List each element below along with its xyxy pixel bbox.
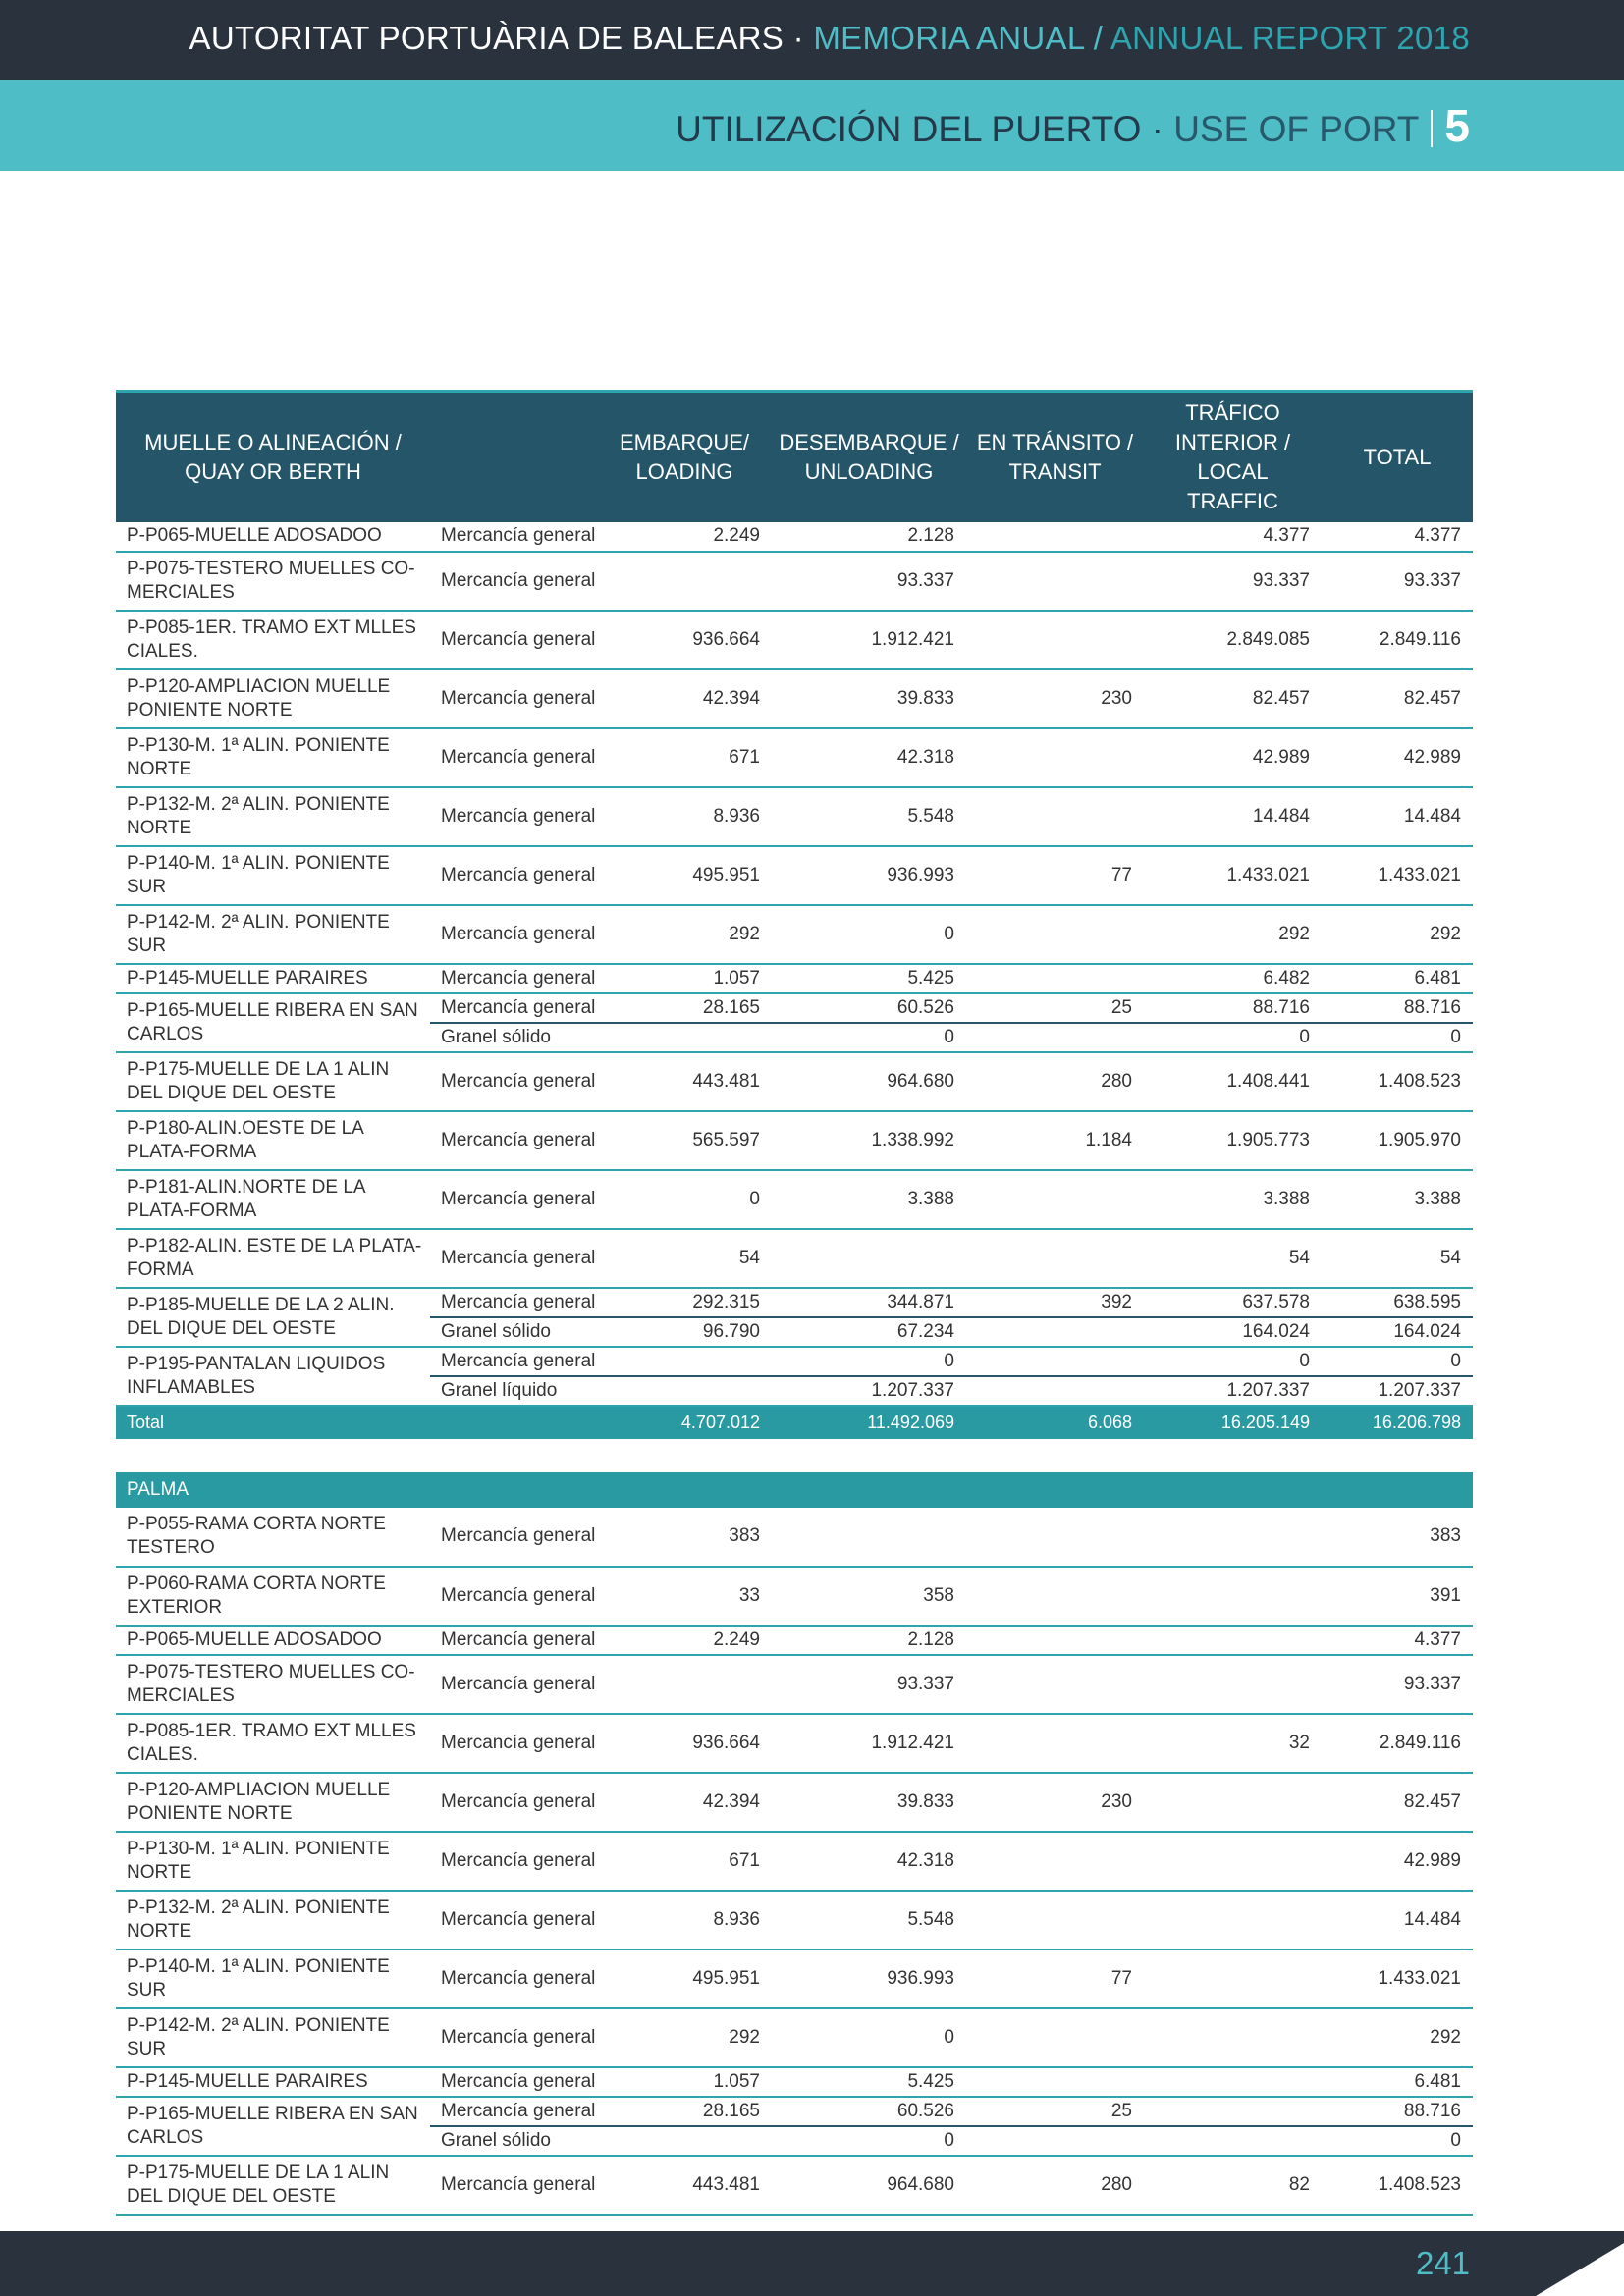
unloading-cell: 39.833 <box>772 669 966 728</box>
total-cell: 2.849.116 <box>1322 611 1473 669</box>
total-cell: 14.484 <box>1322 787 1473 846</box>
loading-cell: 42.394 <box>597 1773 772 1832</box>
total-label: Total <box>116 1406 430 1439</box>
table-row <box>116 2067 1473 2097</box>
transit-cell <box>966 1229 1144 1288</box>
berth-name-cell: P-P181-ALIN.NORTE DE LA PLATA-FORMA <box>116 1170 430 1229</box>
unloading-cell: 5.548 <box>772 1891 966 1949</box>
berth-name-cell: P-P185-MUELLE DE LA 2 ALIN. DEL DIQUE DEL OESTE <box>116 1288 430 1347</box>
berth-name-cell: P-P140-M. 1ª ALIN. PONIENTE SUR <box>116 846 430 905</box>
table-row <box>116 993 1473 1023</box>
section-title-en: USE OF PORT <box>1173 109 1420 149</box>
local-cell: 292 <box>1144 905 1322 964</box>
berth-name-cell: P-P132-M. 2ª ALIN. PONIENTE NORTE <box>116 1891 430 1949</box>
local-cell <box>1144 1773 1322 1832</box>
transit-cell: 1.184 <box>966 1111 1144 1170</box>
unloading-cell: 1.338.992 <box>772 1111 966 1170</box>
local-cell <box>1144 1508 1322 1567</box>
berth-name-cell: P-P130-M. 1ª ALIN. PONIENTE NORTE <box>116 1832 430 1891</box>
transit-cell <box>966 1347 1144 1376</box>
total-cell: 1.905.970 <box>1322 1111 1473 1170</box>
berth-name-cell: P-P142-M. 2ª ALIN. PONIENTE SUR <box>116 905 430 964</box>
transit-cell: 280 <box>966 2156 1144 2215</box>
berth-name-cell: P-P055-RAMA CORTA NORTE TESTERO <box>116 1508 430 1567</box>
table-row <box>116 669 1473 728</box>
transit-cell <box>966 522 1144 552</box>
table-row <box>116 787 1473 846</box>
cargo-type-cell: Mercancía general <box>430 1567 597 1626</box>
total-cell: 42.989 <box>1322 728 1473 787</box>
berth-name-cell: P-P065-MUELLE ADOSADOO <box>116 522 430 552</box>
unloading-cell: 964.680 <box>772 2156 966 2215</box>
unloading-cell: 60.526 <box>772 2097 966 2126</box>
total-cell: 0 <box>1322 1347 1473 1376</box>
loading-cell: 495.951 <box>597 1949 772 2008</box>
transit-cell <box>966 728 1144 787</box>
loading-cell <box>597 1376 772 1406</box>
table-row <box>116 522 1473 552</box>
section-gap-cell <box>116 1439 1473 1472</box>
total-cell: 0 <box>1322 1023 1473 1052</box>
table-row <box>116 846 1473 905</box>
total-cell: 6.481 <box>1322 964 1473 993</box>
loading-cell: 671 <box>597 728 772 787</box>
table-row <box>116 728 1473 787</box>
title-separator: · <box>784 20 814 56</box>
loading-cell: 96.790 <box>597 1317 772 1347</box>
transit-cell <box>966 2067 1144 2097</box>
local-cell: 82 <box>1144 2156 1322 2215</box>
col-header-local-traffic: TRÁFICO INTERIOR / LOCAL TRAFFIC <box>1144 392 1322 522</box>
loading-cell: 443.481 <box>597 2156 772 2215</box>
cargo-type-cell: Mercancía general <box>430 1288 597 1317</box>
cargo-type-cell: Mercancía general <box>430 2008 597 2067</box>
table-row <box>116 2097 1473 2126</box>
transit-cell <box>966 1376 1144 1406</box>
table-row <box>116 1626 1473 1655</box>
unloading-cell <box>772 1508 966 1567</box>
loading-cell: 936.664 <box>597 1714 772 1773</box>
transit-cell: 230 <box>966 669 1144 728</box>
port-usage-table <box>116 390 1473 2216</box>
total-cell: 88.716 <box>1322 993 1473 1023</box>
unloading-cell: 964.680 <box>772 1052 966 1111</box>
loading-cell: 2.249 <box>597 1626 772 1655</box>
org-name: AUTORITAT PORTUÀRIA DE BALEARS <box>189 20 785 56</box>
total-loading-cell: 4.707.012 <box>597 1406 772 1439</box>
transit-cell <box>966 964 1144 993</box>
cargo-type-cell: Mercancía general <box>430 1714 597 1773</box>
total-cell: 1.408.523 <box>1322 1052 1473 1111</box>
section-title-palma: PALMA <box>116 1472 1473 1508</box>
berth-name-cell: P-P075-TESTERO MUELLES CO-MERCIALES <box>116 552 430 611</box>
local-cell <box>1144 2097 1322 2126</box>
loading-cell: 54 <box>597 1229 772 1288</box>
section-banner <box>0 80 1624 171</box>
loading-cell <box>597 2126 772 2156</box>
table-body <box>116 522 1473 2215</box>
total-cell: 54 <box>1322 1229 1473 1288</box>
cargo-type-cell: Mercancía general <box>430 1170 597 1229</box>
transit-cell <box>966 1891 1144 1949</box>
local-cell: 3.388 <box>1144 1170 1322 1229</box>
loading-cell <box>597 1023 772 1052</box>
transit-cell <box>966 2008 1144 2067</box>
loading-cell <box>597 1347 772 1376</box>
port-usage-table-container <box>116 390 1473 2216</box>
berth-name-cell: P-P130-M. 1ª ALIN. PONIENTE NORTE <box>116 728 430 787</box>
loading-cell: 292.315 <box>597 1288 772 1317</box>
transit-cell: 77 <box>966 1949 1144 2008</box>
cargo-type-cell: Mercancía general <box>430 1347 597 1376</box>
table-row <box>116 905 1473 964</box>
berth-name-cell: P-P175-MUELLE DE LA 1 ALIN DEL DIQUE DEL OESTE <box>116 2156 430 2215</box>
total-total-cell: 16.206.798 <box>1322 1406 1473 1439</box>
berth-name-cell: P-P085-1ER. TRAMO EXT MLLES CIALES. <box>116 1714 430 1773</box>
total-cargo-cell <box>430 1406 597 1439</box>
local-cell <box>1144 1655 1322 1714</box>
transit-cell <box>966 1714 1144 1773</box>
report-title-es: MEMORIA ANUAL <box>813 20 1085 56</box>
transit-cell <box>966 1508 1144 1567</box>
unloading-cell: 42.318 <box>772 728 966 787</box>
loading-cell: 565.597 <box>597 1111 772 1170</box>
loading-cell: 0 <box>597 1170 772 1229</box>
local-cell: 637.578 <box>1144 1288 1322 1317</box>
total-cell: 1.433.021 <box>1322 846 1473 905</box>
transit-cell <box>966 1170 1144 1229</box>
table-row <box>116 1773 1473 1832</box>
berth-name-cell: P-P132-M. 2ª ALIN. PONIENTE NORTE <box>116 787 430 846</box>
berth-name-cell: P-P085-1ER. TRAMO EXT MLLES CIALES. <box>116 611 430 669</box>
total-cell: 1.433.021 <box>1322 1949 1473 2008</box>
total-local-cell: 16.205.149 <box>1144 1406 1322 1439</box>
table-row <box>116 1111 1473 1170</box>
unloading-cell: 0 <box>772 1023 966 1052</box>
transit-cell: 25 <box>966 993 1144 1023</box>
table-row <box>116 552 1473 611</box>
unloading-cell: 0 <box>772 2126 966 2156</box>
unloading-cell: 344.871 <box>772 1288 966 1317</box>
transit-cell <box>966 1626 1144 1655</box>
local-cell <box>1144 1832 1322 1891</box>
total-cell: 93.337 <box>1322 1655 1473 1714</box>
cargo-type-cell: Mercancía general <box>430 2097 597 2126</box>
berth-name-cell: P-P182-ALIN. ESTE DE LA PLATA-FORMA <box>116 1229 430 1288</box>
loading-cell: 671 <box>597 1832 772 1891</box>
local-cell: 0 <box>1144 1023 1322 1052</box>
section-title-es: UTILIZACIÓN DEL PUERTO <box>676 109 1142 149</box>
cargo-type-cell: Granel sólido <box>430 2126 597 2156</box>
footer-bar <box>0 2231 1624 2296</box>
col-header-cargo <box>430 392 597 522</box>
total-cell: 292 <box>1322 905 1473 964</box>
cargo-type-cell: Mercancía general <box>430 1508 597 1567</box>
table-row <box>116 1891 1473 1949</box>
loading-cell: 28.165 <box>597 993 772 1023</box>
table-row <box>116 1052 1473 1111</box>
transit-cell: 392 <box>966 1288 1144 1317</box>
unloading-cell: 42.318 <box>772 1832 966 1891</box>
loading-cell: 292 <box>597 905 772 964</box>
local-cell: 6.482 <box>1144 964 1322 993</box>
section-gap <box>116 1439 1473 1472</box>
corner-stripe-graphic <box>1496 2231 1624 2296</box>
unloading-cell: 60.526 <box>772 993 966 1023</box>
unloading-cell: 1.912.421 <box>772 1714 966 1773</box>
table-row <box>116 1229 1473 1288</box>
unloading-cell: 5.425 <box>772 964 966 993</box>
loading-cell: 8.936 <box>597 1891 772 1949</box>
total-cell: 292 <box>1322 2008 1473 2067</box>
col-header-berth: MUELLE O ALINEACIÓN / QUAY OR BERTH <box>116 392 430 522</box>
total-cell: 42.989 <box>1322 1832 1473 1891</box>
berth-name-cell: P-P165-MUELLE RIBERA EN SAN CARLOS <box>116 993 430 1052</box>
loading-cell: 936.664 <box>597 611 772 669</box>
unloading-cell: 5.548 <box>772 787 966 846</box>
loading-cell: 292 <box>597 2008 772 2067</box>
transit-cell <box>966 611 1144 669</box>
total-row <box>116 1406 1473 1439</box>
cargo-type-cell: Mercancía general <box>430 1773 597 1832</box>
local-cell: 4.377 <box>1144 522 1322 552</box>
section-dot: · <box>1141 109 1174 149</box>
berth-name-cell: P-P140-M. 1ª ALIN. PONIENTE SUR <box>116 1949 430 2008</box>
berth-name-cell: P-P142-M. 2ª ALIN. PONIENTE SUR <box>116 2008 430 2067</box>
loading-cell <box>597 552 772 611</box>
local-cell <box>1144 1949 1322 2008</box>
col-header-total: TOTAL <box>1322 392 1473 522</box>
col-header-transit: EN TRÁNSITO / TRANSIT <box>966 392 1144 522</box>
local-cell: 1.408.441 <box>1144 1052 1322 1111</box>
top-banner <box>0 0 1624 80</box>
cargo-type-cell: Mercancía general <box>430 905 597 964</box>
loading-cell: 383 <box>597 1508 772 1567</box>
cargo-type-cell: Mercancía general <box>430 1626 597 1655</box>
local-cell <box>1144 1891 1322 1949</box>
cargo-type-cell: Mercancía general <box>430 2156 597 2215</box>
cargo-type-cell: Mercancía general <box>430 2067 597 2097</box>
unloading-cell: 93.337 <box>772 1655 966 1714</box>
loading-cell: 1.057 <box>597 2067 772 2097</box>
total-cell: 1.207.337 <box>1322 1376 1473 1406</box>
unloading-cell: 2.128 <box>772 522 966 552</box>
table-row <box>116 611 1473 669</box>
cargo-type-cell: Mercancía general <box>430 552 597 611</box>
unloading-cell: 936.993 <box>772 846 966 905</box>
berth-name-cell: P-P175-MUELLE DE LA 1 ALIN DEL DIQUE DEL OESTE <box>116 1052 430 1111</box>
berth-name-cell: P-P065-MUELLE ADOSADOO <box>116 1626 430 1655</box>
unloading-cell: 5.425 <box>772 2067 966 2097</box>
cargo-type-cell: Mercancía general <box>430 1229 597 1288</box>
local-cell: 1.433.021 <box>1144 846 1322 905</box>
cargo-type-cell: Granel sólido <box>430 1317 597 1347</box>
section-divider <box>1431 110 1433 147</box>
total-cell: 4.377 <box>1322 1626 1473 1655</box>
unloading-cell: 2.128 <box>772 1626 966 1655</box>
cargo-type-cell: Granel sólido <box>430 1023 597 1052</box>
local-cell: 2.849.085 <box>1144 611 1322 669</box>
cargo-type-cell: Mercancía general <box>430 1111 597 1170</box>
unloading-cell: 3.388 <box>772 1170 966 1229</box>
cargo-type-cell: Granel líquido <box>430 1376 597 1406</box>
unloading-cell: 936.993 <box>772 1949 966 2008</box>
cargo-type-cell: Mercancía general <box>430 964 597 993</box>
unloading-cell: 1.912.421 <box>772 611 966 669</box>
table-header-row <box>116 392 1473 522</box>
total-cell: 82.457 <box>1322 669 1473 728</box>
transit-cell <box>966 1655 1144 1714</box>
unloading-cell: 358 <box>772 1567 966 1626</box>
local-cell: 54 <box>1144 1229 1322 1288</box>
total-unloading-cell: 11.492.069 <box>772 1406 966 1439</box>
local-cell: 14.484 <box>1144 787 1322 846</box>
total-cell: 93.337 <box>1322 552 1473 611</box>
total-cell: 6.481 <box>1322 2067 1473 2097</box>
total-cell: 4.377 <box>1322 522 1473 552</box>
total-cell: 2.849.116 <box>1322 1714 1473 1773</box>
local-cell: 82.457 <box>1144 669 1322 728</box>
total-cell: 164.024 <box>1322 1317 1473 1347</box>
unloading-cell: 39.833 <box>772 1773 966 1832</box>
section-header-row <box>116 1472 1473 1508</box>
cargo-type-cell: Mercancía general <box>430 1891 597 1949</box>
local-cell <box>1144 2067 1322 2097</box>
page-number: 241 <box>1415 2245 1470 2281</box>
local-cell: 42.989 <box>1144 728 1322 787</box>
transit-cell: 77 <box>966 846 1144 905</box>
table-row <box>116 1508 1473 1567</box>
cargo-type-cell: Mercancía general <box>430 669 597 728</box>
total-cell: 88.716 <box>1322 2097 1473 2126</box>
transit-cell <box>966 1317 1144 1347</box>
transit-cell <box>966 787 1144 846</box>
total-cell: 1.408.523 <box>1322 2156 1473 2215</box>
local-cell: 32 <box>1144 1714 1322 1773</box>
cargo-type-cell: Mercancía general <box>430 1832 597 1891</box>
table-row <box>116 1567 1473 1626</box>
local-cell: 1.207.337 <box>1144 1376 1322 1406</box>
transit-cell: 25 <box>966 2097 1144 2126</box>
berth-name-cell: P-P180-ALIN.OESTE DE LA PLATA-FORMA <box>116 1111 430 1170</box>
loading-cell <box>597 1655 772 1714</box>
unloading-cell: 0 <box>772 905 966 964</box>
table-row <box>116 1170 1473 1229</box>
total-transit-cell: 6.068 <box>966 1406 1144 1439</box>
loading-cell: 443.481 <box>597 1052 772 1111</box>
transit-cell <box>966 1567 1144 1626</box>
berth-name-cell: P-P120-AMPLIACION MUELLE PONIENTE NORTE <box>116 669 430 728</box>
cargo-type-cell: Mercancía general <box>430 522 597 552</box>
table-row <box>116 964 1473 993</box>
section-title <box>676 102 1470 153</box>
unloading-cell: 0 <box>772 1347 966 1376</box>
title-slash: / <box>1084 20 1110 56</box>
total-cell: 383 <box>1322 1508 1473 1567</box>
unloading-cell: 0 <box>772 2008 966 2067</box>
unloading-cell <box>772 1229 966 1288</box>
unloading-cell: 1.207.337 <box>772 1376 966 1406</box>
berth-name-cell: P-P145-MUELLE PARAIRES <box>116 964 430 993</box>
unloading-cell: 93.337 <box>772 552 966 611</box>
berth-name-cell: P-P165-MUELLE RIBERA EN SAN CARLOS <box>116 2097 430 2156</box>
total-cell: 14.484 <box>1322 1891 1473 1949</box>
berth-name-cell: P-P075-TESTERO MUELLES CO-MERCIALES <box>116 1655 430 1714</box>
local-cell: 164.024 <box>1144 1317 1322 1347</box>
table-row <box>116 1949 1473 2008</box>
local-cell <box>1144 1567 1322 1626</box>
table-row <box>116 2008 1473 2067</box>
transit-cell <box>966 905 1144 964</box>
berth-name-cell: P-P120-AMPLIACION MUELLE PONIENTE NORTE <box>116 1773 430 1832</box>
local-cell: 88.716 <box>1144 993 1322 1023</box>
table-row <box>116 1832 1473 1891</box>
loading-cell: 1.057 <box>597 964 772 993</box>
transit-cell: 280 <box>966 1052 1144 1111</box>
total-cell: 391 <box>1322 1567 1473 1626</box>
berth-name-cell: P-P060-RAMA CORTA NORTE EXTERIOR <box>116 1567 430 1626</box>
total-cell: 3.388 <box>1322 1170 1473 1229</box>
transit-cell <box>966 2126 1144 2156</box>
loading-cell: 8.936 <box>597 787 772 846</box>
local-cell <box>1144 2126 1322 2156</box>
loading-cell: 28.165 <box>597 2097 772 2126</box>
chapter-number: 5 <box>1444 100 1470 151</box>
cargo-type-cell: Mercancía general <box>430 1949 597 2008</box>
table-row <box>116 1655 1473 1714</box>
col-header-unloading: DESEMBARQUE / UNLOADING <box>772 392 966 522</box>
transit-cell <box>966 1832 1144 1891</box>
cargo-type-cell: Mercancía general <box>430 1052 597 1111</box>
loading-cell: 495.951 <box>597 846 772 905</box>
transit-cell: 230 <box>966 1773 1144 1832</box>
table-row <box>116 2156 1473 2215</box>
local-cell: 0 <box>1144 1347 1322 1376</box>
transit-cell <box>966 1023 1144 1052</box>
local-cell: 93.337 <box>1144 552 1322 611</box>
local-cell <box>1144 1626 1322 1655</box>
local-cell: 1.905.773 <box>1144 1111 1322 1170</box>
local-cell <box>1144 2008 1322 2067</box>
cargo-type-cell: Mercancía general <box>430 787 597 846</box>
cargo-type-cell: Mercancía general <box>430 611 597 669</box>
total-cell: 638.595 <box>1322 1288 1473 1317</box>
cargo-type-cell: Mercancía general <box>430 846 597 905</box>
report-title-en: ANNUAL REPORT 2018 <box>1110 20 1470 56</box>
loading-cell: 33 <box>597 1567 772 1626</box>
table-row <box>116 1347 1473 1376</box>
total-cell: 0 <box>1322 2126 1473 2156</box>
report-title <box>189 20 1470 57</box>
loading-cell: 2.249 <box>597 522 772 552</box>
col-header-loading: EMBARQUE/ LOADING <box>597 392 772 522</box>
cargo-type-cell: Mercancía general <box>430 1655 597 1714</box>
berth-name-cell: P-P145-MUELLE PARAIRES <box>116 2067 430 2097</box>
unloading-cell: 67.234 <box>772 1317 966 1347</box>
berth-name-cell: P-P195-PANTALAN LIQUIDOS INFLAMABLES <box>116 1347 430 1406</box>
table-row <box>116 1288 1473 1317</box>
cargo-type-cell: Mercancía general <box>430 993 597 1023</box>
table-row <box>116 1714 1473 1773</box>
total-cell: 82.457 <box>1322 1773 1473 1832</box>
cargo-type-cell: Mercancía general <box>430 728 597 787</box>
loading-cell: 42.394 <box>597 669 772 728</box>
transit-cell <box>966 552 1144 611</box>
